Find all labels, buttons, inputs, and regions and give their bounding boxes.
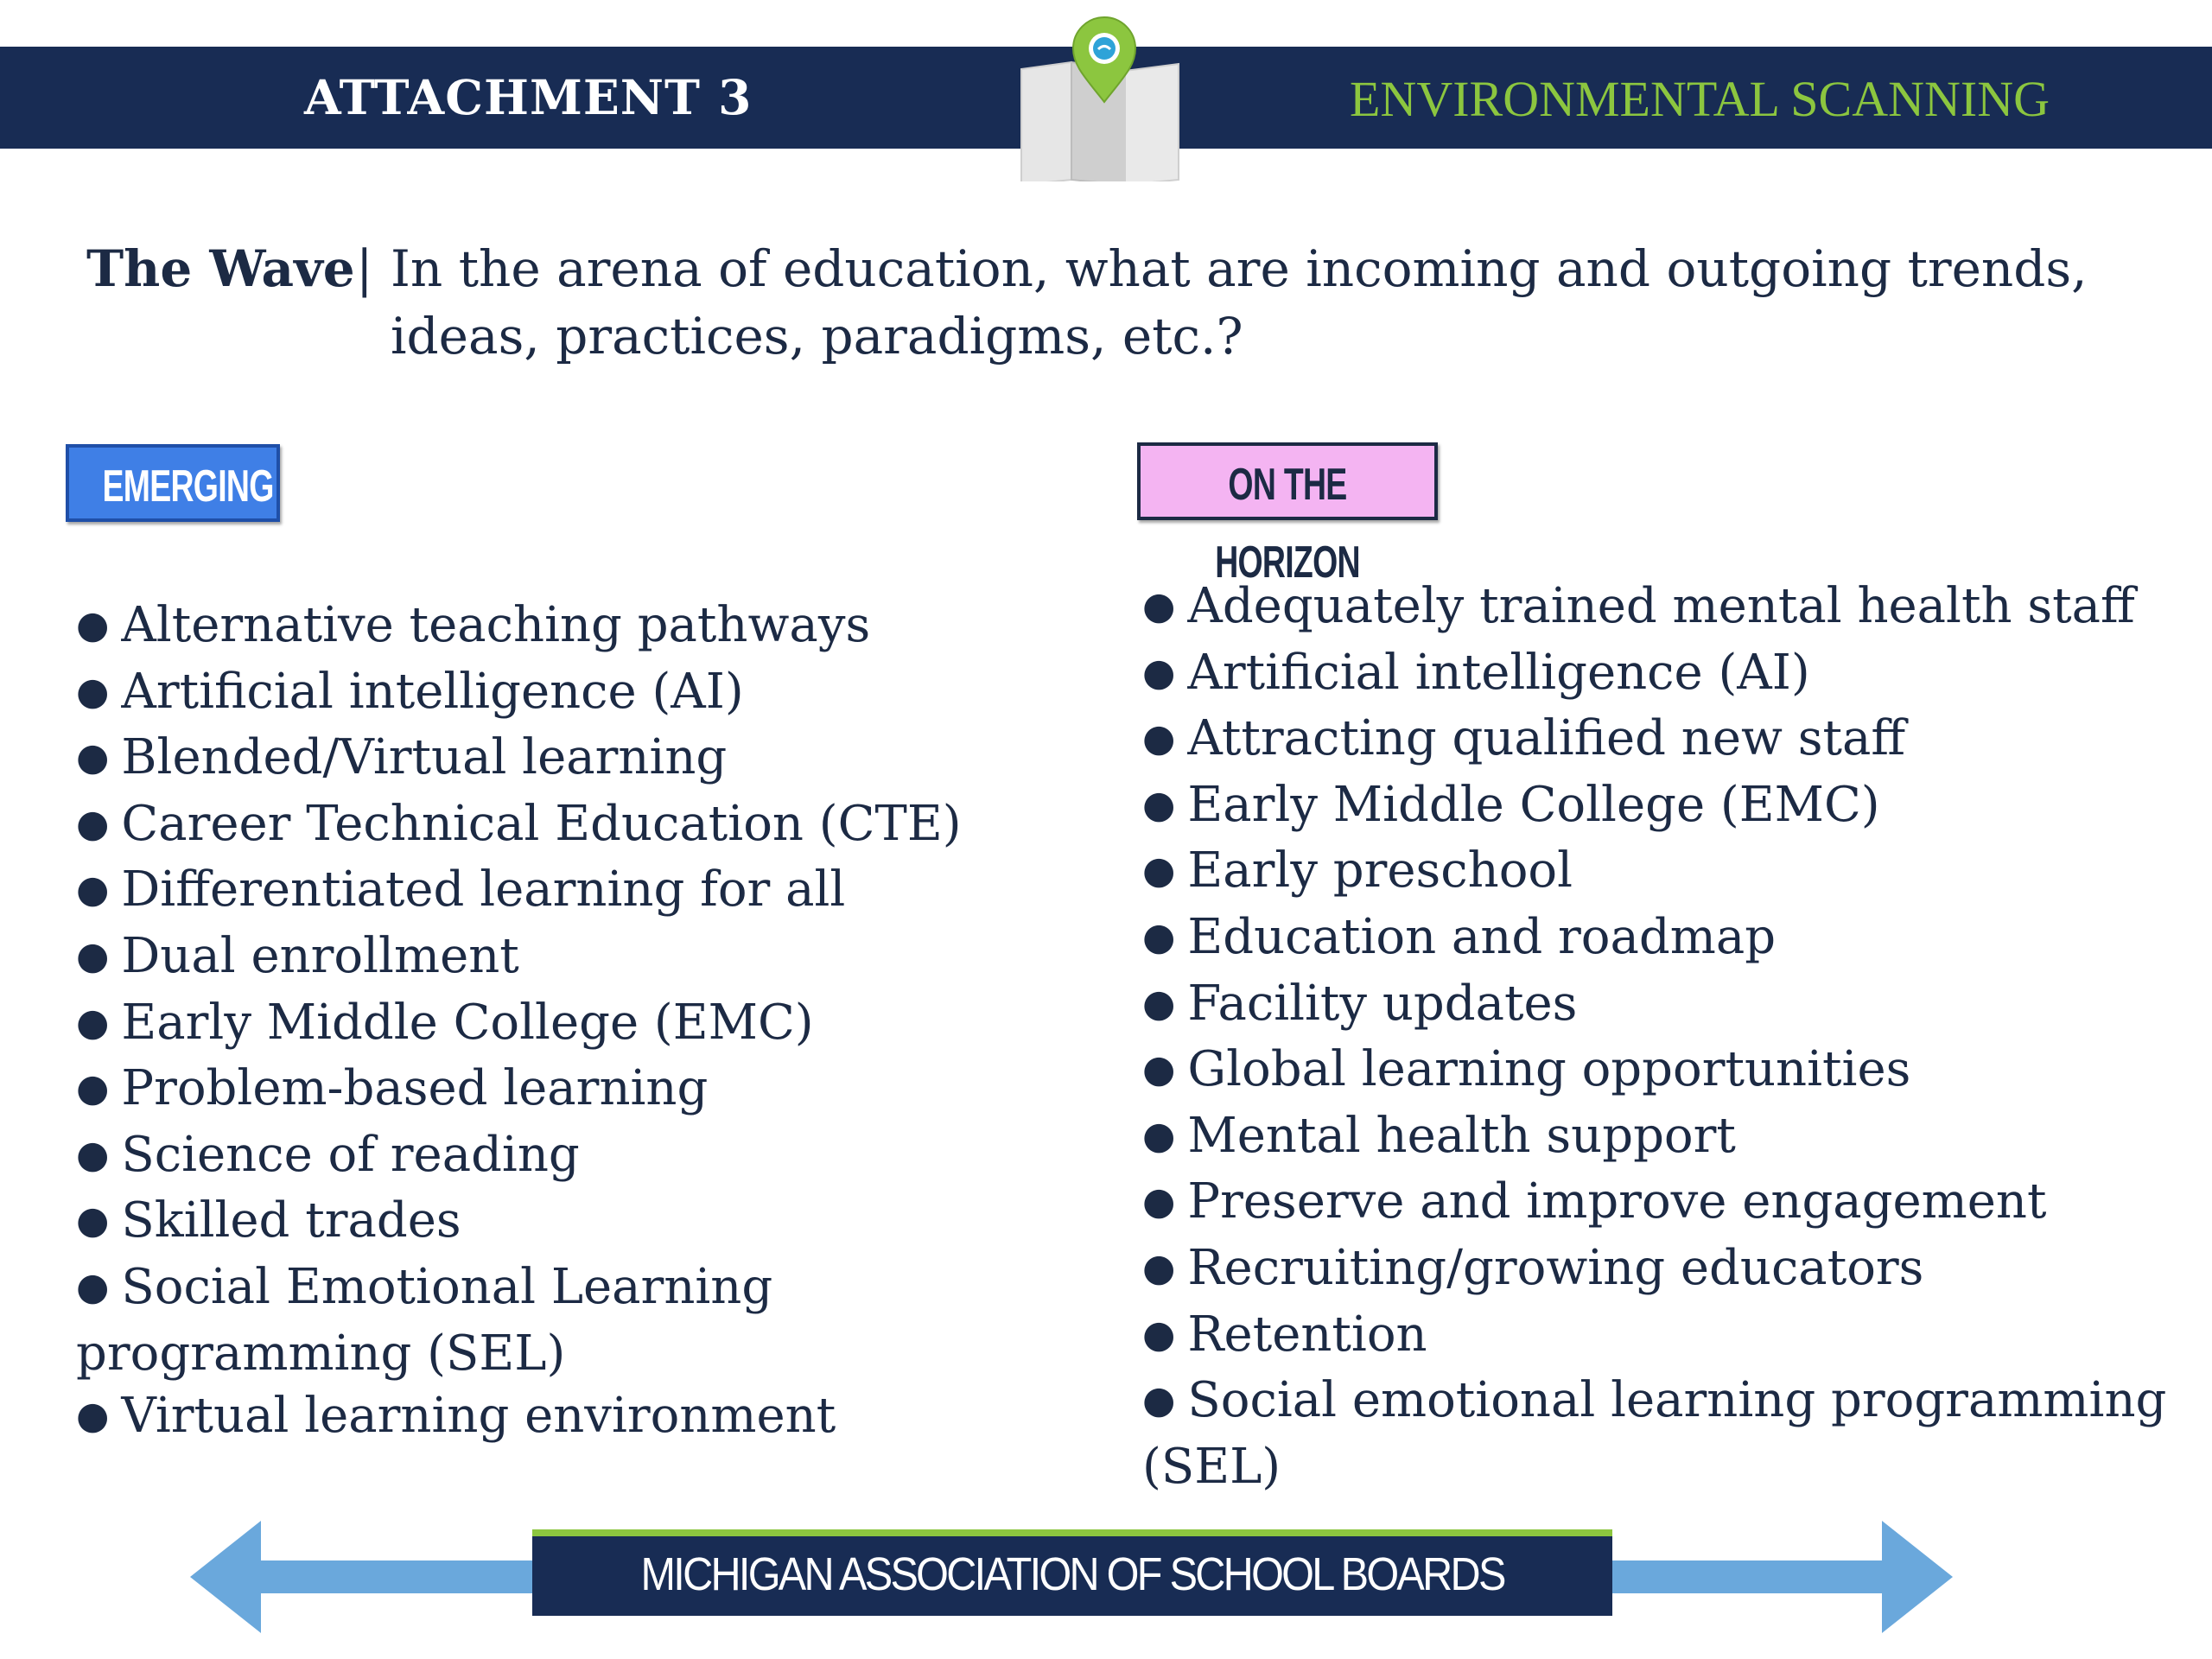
attachment-label: ATTACHMENT 3 bbox=[304, 69, 753, 125]
emerging-badge bbox=[66, 444, 280, 522]
emerging-badge-label: EMERGING bbox=[102, 461, 274, 512]
footer-banner bbox=[532, 1529, 1612, 1616]
list-item: ● Alternative teaching pathways bbox=[76, 594, 1113, 661]
list-item: ● Early Middle College (EMC) bbox=[76, 992, 1113, 1058]
list-item: ● Science of reading bbox=[76, 1124, 1113, 1191]
list-item: ● Preserve and improve engagement bbox=[1142, 1171, 2179, 1237]
footer-label: MICHIGAN ASSOCIATION OF SCHOOL BOARDS bbox=[640, 1548, 1504, 1600]
on-the-horizon-badge bbox=[1137, 442, 1438, 588]
list-item: ● Facility updates bbox=[1142, 973, 2179, 1039]
list-item: ● Dual enrollment bbox=[76, 925, 1113, 992]
list-item: ● Recruiting/growing educators bbox=[1142, 1237, 2179, 1304]
list-item: ● Global learning opportunities bbox=[1142, 1039, 2179, 1105]
environmental-scanning-label: ENVIRONMENTAL SCANNING bbox=[1350, 71, 2050, 127]
map-pin-icon bbox=[1009, 9, 1199, 181]
emerging-list bbox=[76, 594, 1113, 1452]
list-item: ● Attracting qualified new staff bbox=[1142, 708, 2179, 774]
horizon-badge-label: ON THE HORIZON bbox=[1215, 460, 1360, 588]
list-item: ● Virtual learning environment bbox=[76, 1385, 1113, 1452]
list-item: ● Artificial intelligence (AI) bbox=[1142, 642, 2179, 709]
list-item: ● Retention bbox=[1142, 1304, 2179, 1370]
wave-label: The Wave bbox=[86, 239, 355, 298]
question-text: In the arena of education, what are incoming and outgoing trends, ideas, practices, paradigms, etc.? bbox=[391, 239, 2088, 365]
list-item: ● Social emotional learning programming (SEL) bbox=[1142, 1370, 2179, 1498]
horizon-list bbox=[1142, 575, 2179, 1498]
list-item: ● Early Middle College (EMC) bbox=[1142, 774, 2179, 841]
list-item: ● Differentiated learning for all bbox=[76, 859, 1113, 925]
list-item: ● Skilled trades bbox=[76, 1190, 1113, 1256]
list-item: ● Adequately trained mental health staff bbox=[1142, 575, 2179, 642]
list-item: ● Social Emotional Learning programming (SEL) bbox=[76, 1256, 1113, 1385]
list-item: ● Problem-based learning bbox=[76, 1058, 1113, 1124]
list-item: ● Education and roadmap bbox=[1142, 906, 2179, 973]
list-item: ● Career Technical Education (CTE) bbox=[76, 793, 1113, 860]
list-item: ● Early preschool bbox=[1142, 840, 2179, 906]
title-separator: | bbox=[356, 239, 373, 298]
list-item: ● Artificial intelligence (AI) bbox=[76, 661, 1113, 728]
list-item: ● Blended/Virtual learning bbox=[76, 727, 1113, 793]
list-item: ● Mental health support bbox=[1142, 1105, 2179, 1172]
